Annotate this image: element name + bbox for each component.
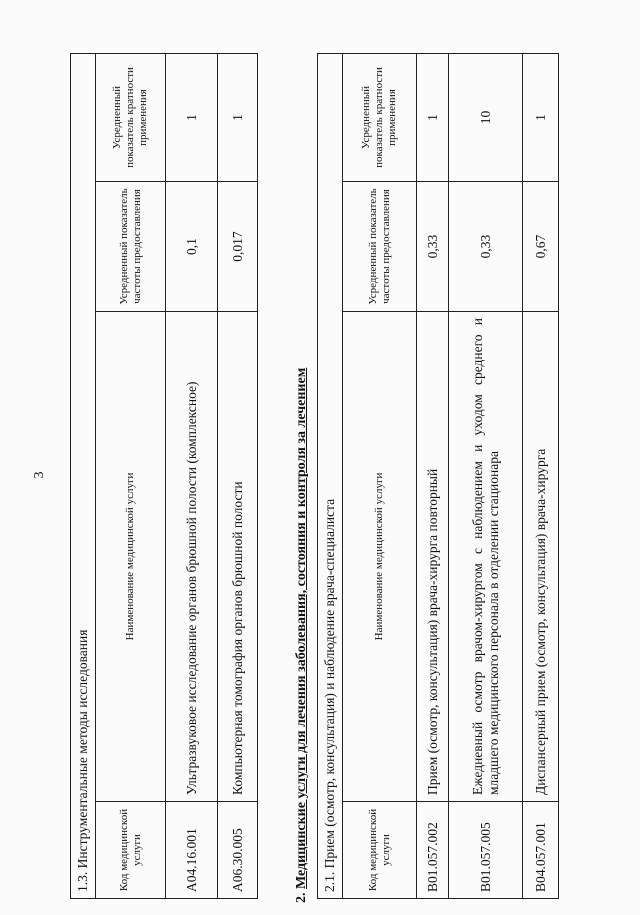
section-heading-2 xyxy=(294,53,310,903)
frequency-value: 0,33 xyxy=(417,182,449,312)
service-name: Ультразвуковое исследование органов брюшной полости (комплексное) xyxy=(166,312,218,802)
frequency-value: 0,1 xyxy=(166,182,218,312)
frequency-value: 0,67 xyxy=(523,182,559,312)
service-name: Компьютерная томография органов брюшной полости xyxy=(218,312,258,802)
multiplicity-value: 10 xyxy=(449,53,523,181)
service-name: Прием (осмотр, консультация) врача-хирурга повторный xyxy=(417,312,449,802)
header-code: Код медицинской услуги xyxy=(343,802,417,899)
table-row xyxy=(417,53,449,898)
header-frequency: Усредненный показатель частоты предоставления xyxy=(343,182,417,312)
page-number: 3 xyxy=(32,471,47,479)
multiplicity-value: 1 xyxy=(218,53,258,181)
header-multiplicity: Усредненный показатель кратности применения xyxy=(343,53,417,181)
table-row xyxy=(523,53,559,898)
header-name: Наименование медицинской услуги xyxy=(343,312,417,802)
header-code: Код медицинской услуги xyxy=(96,802,166,899)
header-frequency: Усредненный показатель частоты предоставления xyxy=(96,182,166,312)
service-code: B01.057.002 xyxy=(417,802,449,899)
section-title-2-1: 2.1. Прием (осмотр, консультация) и наблюдение врача-специалиста xyxy=(318,53,343,898)
table-row xyxy=(449,53,523,898)
service-code: A04.16.001 xyxy=(166,802,218,899)
table-row xyxy=(218,53,258,898)
table-specialist-consultations xyxy=(317,53,559,899)
header-multiplicity: Усредненный показатель кратности применения xyxy=(96,53,166,181)
service-code: B04.057.001 xyxy=(523,802,559,899)
frequency-value: 0,017 xyxy=(218,182,258,312)
multiplicity-value: 1 xyxy=(417,53,449,181)
multiplicity-value: 1 xyxy=(523,53,559,181)
rotated-content xyxy=(32,45,612,905)
section-number: 2. xyxy=(294,892,309,903)
table-row xyxy=(166,53,218,898)
header-name: Наименование медицинской услуги xyxy=(96,312,166,802)
service-name: Диспансерный прием (осмотр, консультация) врача-хирурга xyxy=(523,312,559,802)
section-title-2: Медицинские услуги для лечения заболевания, состояния и контроля за лечением xyxy=(294,367,309,889)
service-name: Ежедневный осмотр врачом-хирургом с наблюдением и уходом среднего и младшего медицинского персонала в отделении стационара xyxy=(449,312,523,802)
table-instrumental-methods xyxy=(70,53,258,899)
frequency-value: 0,33 xyxy=(449,182,523,312)
service-code: B01.057.005 xyxy=(449,802,523,899)
multiplicity-value: 1 xyxy=(166,53,218,181)
section-title-1-3: 1.3. Инструментальные методы исследования xyxy=(71,53,96,898)
service-code: A06.30.005 xyxy=(218,802,258,899)
